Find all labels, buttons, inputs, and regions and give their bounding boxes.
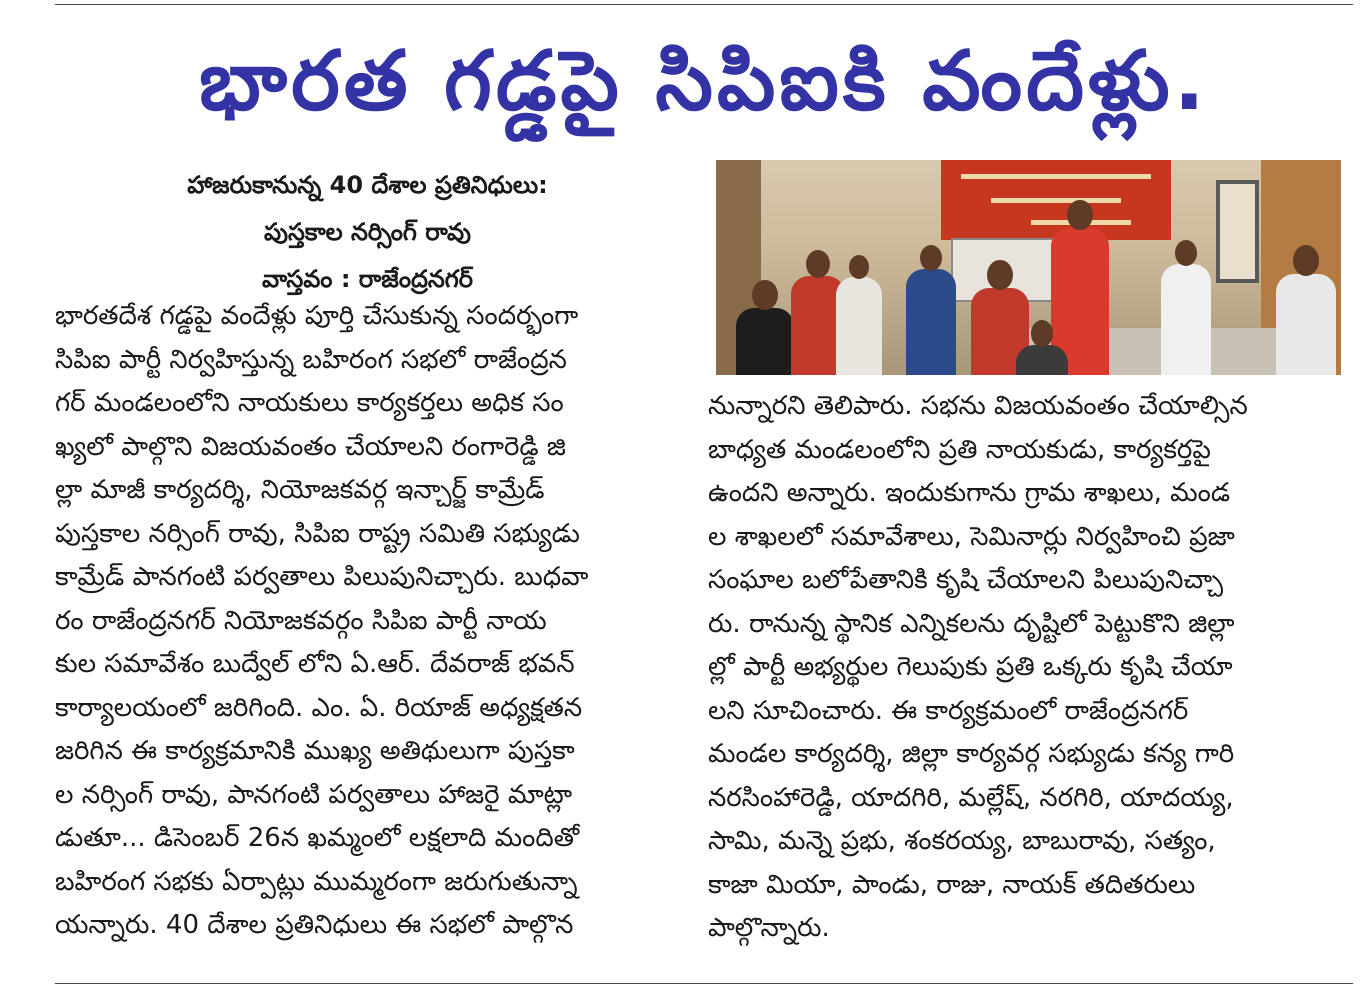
article-line: లని సూచించారు. ఈ కార్యక్రమంలో రాజేంద్రనగర్	[708, 695, 1189, 726]
article-line: ఖ్యలో పాల్గొని విజయవంతం చేయాలని రంగారెడ్డి జి	[55, 431, 566, 462]
top-rule	[55, 4, 1353, 5]
article-line: డుతూ... డిసెంబర్ 26న ఖమ్మంలో లక్షలాది మందితో	[55, 823, 580, 853]
article-line: జరిగిన ఈ కార్యక్రమానికి ముఖ్య అతిథులుగా పుస్తకా	[55, 736, 575, 766]
article-line: బాధ్యత మండలంలోని ప్రతి నాయకుడు, కార్యకర్తపై	[708, 434, 1211, 465]
subheading-speaker: పుస్తకాల నర్సింగ్ రావు	[264, 218, 471, 246]
article-line: కార్యాలయంలో జరిగింది. ఎం. ఏ. రియాజ్ అధ్యక్షతన	[55, 692, 583, 723]
article-line: ల నర్సింగ్ రావు, పానగంటి పర్వతాలు హాజరై మాట్లా	[55, 779, 573, 810]
photo-window	[1216, 180, 1259, 283]
article-line: సిపిఐ పార్టీ నిర్వహిస్తున్న బహిరంగ సభలో రాజేంద్రన	[55, 344, 567, 375]
headline: భారత గడ్డపై సిపిఐకి వందేళ్లు.	[199, 34, 1209, 129]
photo-person	[1161, 240, 1211, 375]
bottom-rule	[55, 983, 1353, 984]
article-line: రు. రానున్న స్థానిక ఎన్నికలను దృష్టిలో పెట్టుకొని జిల్లా	[708, 608, 1235, 639]
article-line: పాల్గొన్నారు.	[708, 913, 830, 943]
article-column-1	[55, 295, 685, 948]
article-line: ఉందని అన్నారు. ఇందుకుగాను గ్రామ శాఖలు, మండ	[708, 478, 1231, 508]
photo-person	[906, 245, 956, 375]
subheading-dateline: వాస్తవం : రాజేంద్రనగర్	[261, 265, 473, 293]
photo-person	[736, 280, 794, 375]
photo-person	[1016, 320, 1068, 375]
article-line: సామి, మన్నె ప్రభు, శంకరయ్య, బాబురావు, సత్యం,	[708, 826, 1216, 856]
meeting-photo	[716, 160, 1341, 375]
article-column-2	[708, 385, 1348, 951]
subheadings	[55, 162, 680, 303]
article-line: ల్లా మాజీ కార్యదర్శి, నియోజకవర్గ ఇన్చార్జ్ కామ్రేడ్	[55, 475, 545, 505]
article-line: మండల కార్యదర్శి, జిల్లా కార్యవర్గ సభ్యుడు కన్య గారి	[708, 739, 1235, 769]
article-line: బహిరంగ సభకు ఏర్పాట్లు ముమ్మరంగా జరుగుతున్నా	[55, 866, 578, 897]
article-line: కాజా మియా, పాండు, రాజు, నాయక్ తదితరులు	[708, 869, 1196, 900]
article-line: ల్లో పార్టీ అభ్యర్థుల గెలుపుకు ప్రతి ఒక్కరు కృషి చేయా	[708, 652, 1233, 682]
article-line: నున్నారని తెలిపారు. సభను విజయవంతం చేయాల్సిన	[708, 391, 1248, 421]
article-line: నరసింహారెడ్డి, యాదగిరి, మల్లేష్, నరగిరి, యాదయ్య,	[708, 782, 1234, 813]
subheading-delegates: హాజరుకానున్న 40 దేశాల ప్రతినిధులు:	[187, 171, 548, 199]
article-line: కామ్రేడ్ పానగంటి పర్వతాలు పిలుపునిచ్చారు. బుధవా	[55, 562, 589, 592]
article-line: గర్ మండలంలోని నాయకులు కార్యకర్తలు అధిక సం	[55, 388, 564, 418]
article-line: రం రాజేంద్రనగర్ నియోజకవర్గం సిపిఐ పార్టీ నాయ	[55, 605, 547, 636]
article-line: భారతదేశ గడ్డపై వందేళ్లు పూర్తి చేసుకున్న సందర్భంగా	[55, 301, 579, 331]
photo-person	[836, 255, 882, 375]
article-line: యన్నారు. 40 దేశాల ప్రతినిధులు ఈ సభలో పాల్గొన	[55, 910, 574, 940]
article-line: ల శాఖలలో సమావేశాలు, సెమినార్లు నిర్వహించి ప్రజా	[708, 521, 1235, 552]
article-line: సంఘాల బలోపేతానికి కృషి చేయాలని పిలుపునిచ్చా	[708, 565, 1224, 595]
article-line: పుస్తకాల నర్సింగ్ రావు, సిపిఐ రాష్ట్ర సమితి సభ్యుడు	[55, 518, 580, 549]
article-line: కుల సమావేశం బుద్వేల్ లోని ఏ.ఆర్. దేవరాజ్ భవన్	[55, 649, 575, 679]
photo-person	[1276, 245, 1336, 375]
